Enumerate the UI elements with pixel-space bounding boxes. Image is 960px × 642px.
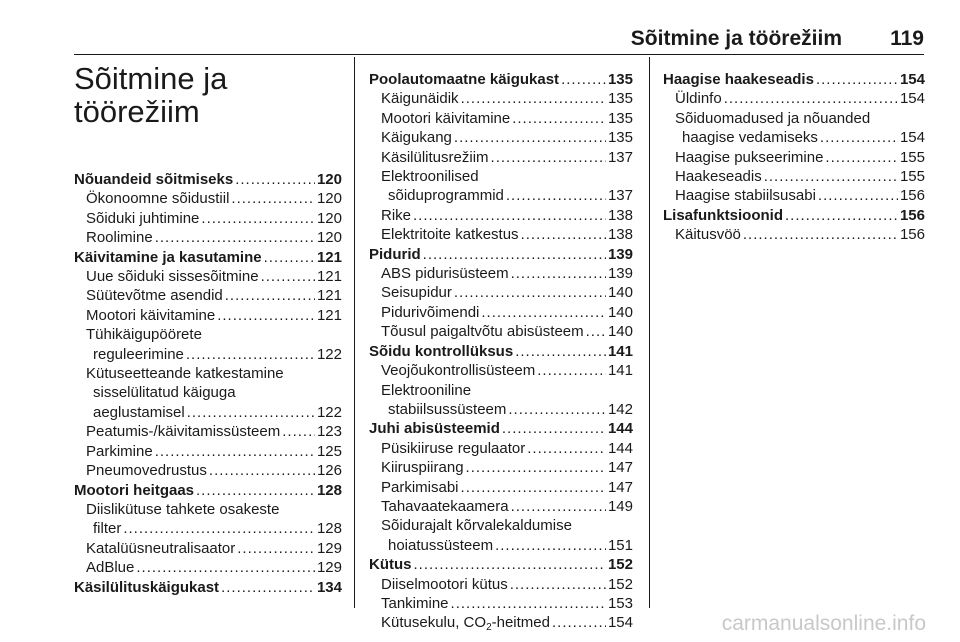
toc-entry[interactable]: haagise vedamiseks ..... 154 [663, 128, 925, 147]
toc-entry[interactable]: Diiselmootori kütus ..... 152 [369, 575, 633, 594]
toc-entry[interactable]: Nõuandeid sõitmiseks ..... 120 [74, 170, 342, 189]
toc-entry-line: Elektroonilised [381, 168, 479, 186]
toc-entry[interactable]: Haagise haakeseadis ..... 154 [663, 70, 925, 89]
toc-entry-line: Sõidurajalt kõrvalekaldumise [381, 517, 572, 535]
toc-entry[interactable]: stabiilsussüsteem ..... 142 [369, 400, 633, 419]
toc-column-2 [369, 70, 633, 638]
toc-entry[interactable]: Pidurid ..... 139 [369, 245, 633, 264]
toc-entry[interactable]: Poolautomaatne käigukast ..... 135 [369, 70, 633, 89]
toc-entry[interactable]: AdBlue ..... 129 [74, 558, 342, 577]
toc-entry[interactable]: aeglustamisel ..... 122 [74, 403, 342, 422]
toc-entry[interactable]: Mootori käivitamine ..... 121 [74, 306, 342, 325]
toc-entry[interactable]: Tankimine ..... 153 [369, 594, 633, 613]
toc-entry[interactable]: Süütevõtme asendid ..... 121 [74, 286, 342, 305]
toc-entry[interactable]: Mootori käivitamine ..... 135 [369, 109, 633, 128]
toc-entry[interactable]: Ökonoomne sõidustiil ..... 120 [74, 189, 342, 208]
toc-entry-line: Diislikütuse tahkete osakeste [86, 500, 280, 518]
toc-column-1 [74, 170, 342, 597]
toc-entry[interactable]: reguleerimine ..... 122 [74, 345, 342, 364]
toc-entry[interactable]: Kütusekulu, $CO_2$-heitmed ..... 154 [369, 613, 633, 637]
toc-entry[interactable]: Käsilülituskäigukast ..... 134 [74, 578, 342, 597]
page-number: 119 [890, 27, 924, 50]
toc-entry[interactable]: Veojõukontrollisüsteem ..... 141 [369, 361, 633, 380]
toc-entry[interactable]: Käitusvöö ..... 156 [663, 225, 925, 244]
header-rule [74, 54, 924, 55]
toc-entry[interactable]: Sõiduki juhtimine ..... 120 [74, 209, 342, 228]
toc-entry[interactable]: Tõusul paigaltvõtu abisüsteem ..... 140 [369, 322, 633, 341]
toc-entry[interactable]: Pidurivõimendi ..... 140 [369, 303, 633, 322]
toc-entry-line: Tühikäigupöörete [86, 326, 202, 344]
toc-entry[interactable]: Haagise pukseerimine ..... 155 [663, 148, 925, 167]
toc-entry[interactable]: Käigukang ..... 135 [369, 128, 633, 147]
toc-entry-line: Sõiduomadused ja nõuanded [675, 109, 871, 127]
toc-entry[interactable]: Haakeseadis ..... 155 [663, 167, 925, 186]
toc-entry[interactable]: Parkimine ..... 125 [74, 442, 342, 461]
toc-entry[interactable]: Käigunäidik ..... 135 [369, 89, 633, 108]
toc-entry[interactable]: Haagise stabiilsusabi ..... 156 [663, 186, 925, 205]
toc-entry[interactable]: Peatumis-/käivitamissüsteem ..... 123 [74, 422, 342, 441]
toc-entry[interactable]: Parkimisabi ..... 147 [369, 478, 633, 497]
chapter-title: Sõitmine ja töörežiim [74, 61, 228, 129]
toc-entry[interactable]: Käivitamine ja kasutamine ..... 121 [74, 248, 342, 267]
toc-entry-line: Kütuseetteande katkestamine [86, 365, 284, 383]
toc-entry[interactable]: Üldinfo ..... 154 [663, 89, 925, 108]
toc-entry[interactable]: Käsilülitusrežiim ..... 137 [369, 148, 633, 167]
column-divider [354, 57, 355, 608]
toc-entry[interactable]: Rike ..... 138 [369, 206, 633, 225]
watermark: carmanualsonline.info [721, 612, 926, 635]
column-divider [649, 57, 650, 608]
toc-entry[interactable]: Mootori heitgaas ..... 128 [74, 481, 342, 500]
toc-entry[interactable]: Seisupidur ..... 140 [369, 283, 633, 302]
toc-entry[interactable]: Sõidu kontrollüksus ..... 141 [369, 342, 633, 361]
toc-entry[interactable]: Tahavaatekaamera ..... 149 [369, 497, 633, 516]
toc-entry-line: Elektrooniline [381, 381, 472, 399]
toc-entry[interactable]: Roolimine ..... 120 [74, 228, 342, 247]
toc-column-3 [663, 70, 925, 245]
toc-entry[interactable]: Uue sõiduki sissesõitmine ..... 121 [74, 267, 342, 286]
toc-entry[interactable]: Katalüüsneutralisaator ..... 129 [74, 539, 342, 558]
toc-entry[interactable]: Kütus ..... 152 [369, 555, 633, 574]
toc-entry[interactable]: ABS pidurisüsteem ..... 139 [369, 264, 633, 283]
toc-entry[interactable]: hoiatussüsteem ..... 151 [369, 536, 633, 555]
toc-entry[interactable]: Kiiruspiirang ..... 147 [369, 458, 633, 477]
toc-entry-line: sisselülitatud käiguga [93, 384, 236, 402]
header-title: Sõitmine ja töörežiim [630, 27, 842, 50]
toc-entry[interactable]: Pneumovedrustus ..... 126 [74, 461, 342, 480]
toc-entry[interactable]: filter ..... 128 [74, 519, 342, 538]
toc-entry[interactable]: Püsikiiruse regulaator ..... 144 [369, 439, 633, 458]
toc-entry[interactable]: sõiduprogrammid ..... 137 [369, 186, 633, 205]
toc-entry[interactable]: Juhi abisüsteemid ..... 144 [369, 419, 633, 438]
toc-entry[interactable]: Lisafunktsioonid ..... 156 [663, 206, 925, 225]
toc-entry[interactable]: Elektritoite katkestus ..... 138 [369, 225, 633, 244]
